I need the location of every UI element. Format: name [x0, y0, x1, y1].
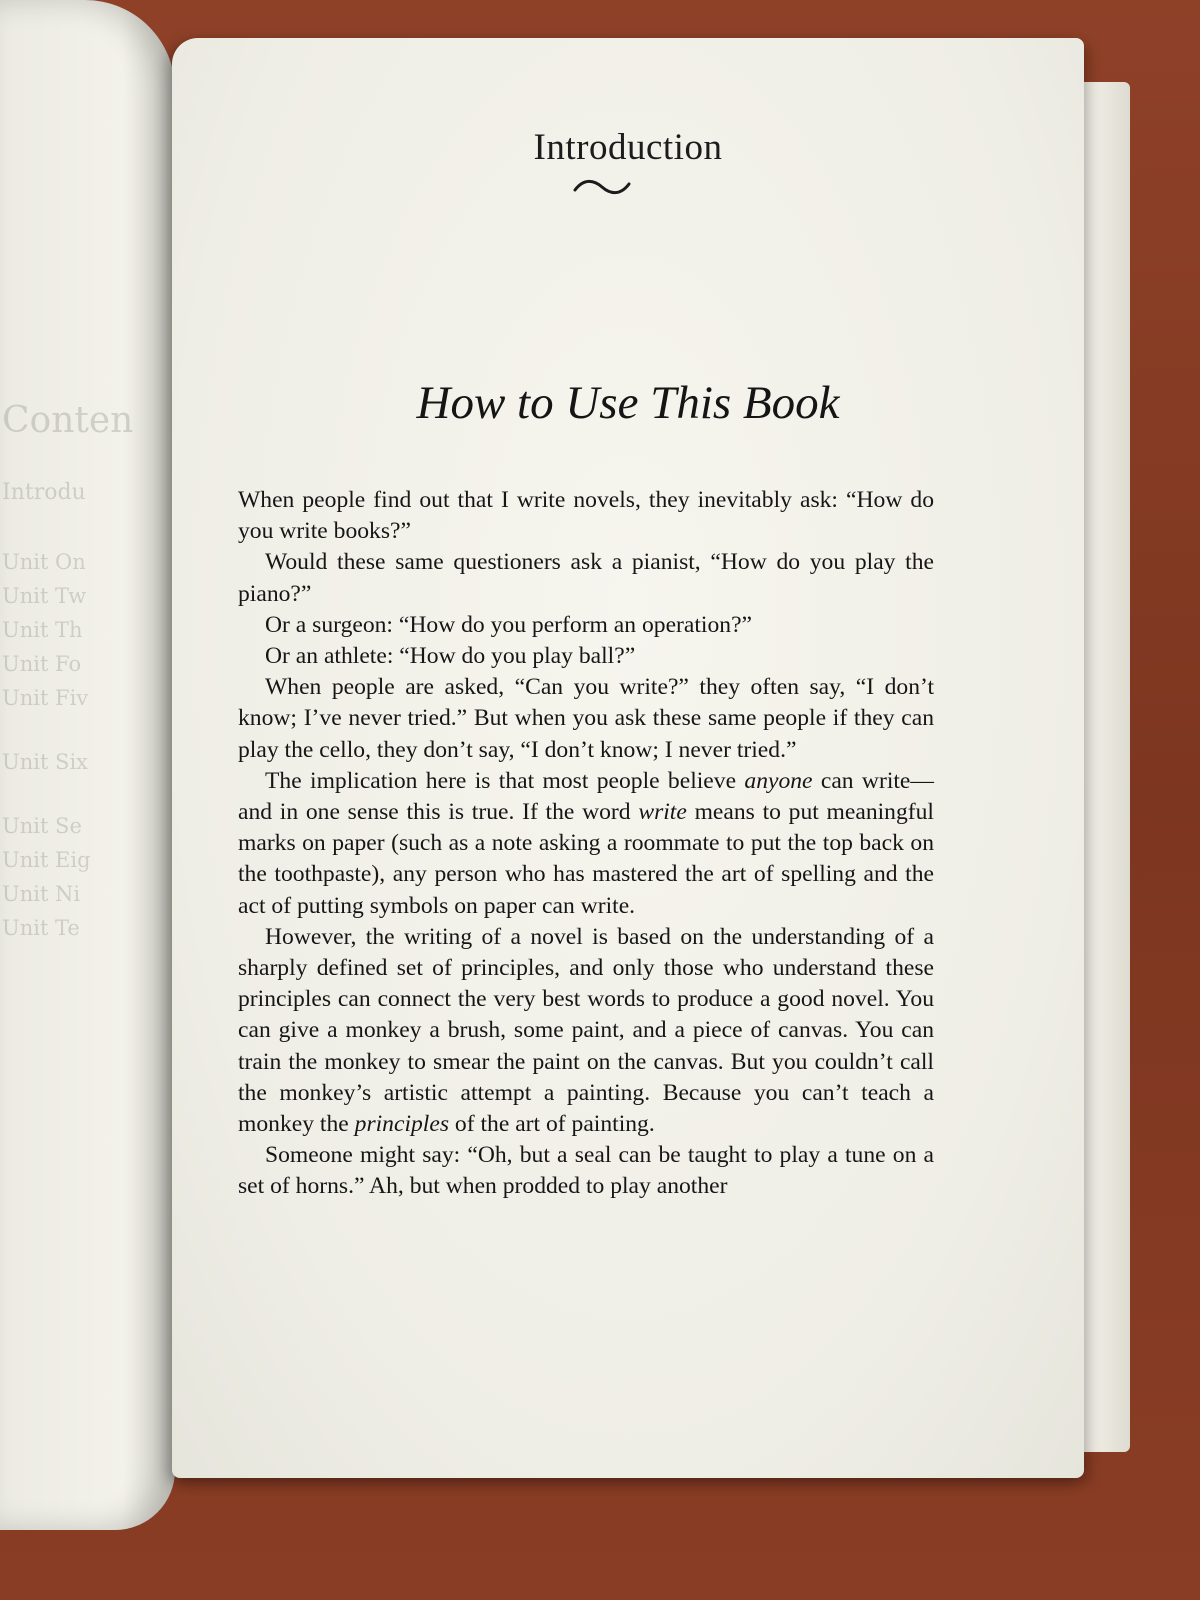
contents-item: Unit Fo — [2, 652, 82, 676]
contents-item: Unit Tw — [2, 584, 87, 608]
paragraph: When people find out that I write novels, they inevitably ask: “How do you write books?” — [238, 487, 934, 545]
left-page — [0, 0, 175, 1530]
text-run: However, the writing of a novel is based on the understanding of a sharply defined set of principles, and only those who understand these principles can connect the very best words to produce a good novel. You can give a monkey a brush, some paint, and a piece of canvas. You can train the monkey to smear the paint on the canvas. But you couldn’t call the monkey’s artistic attempt a painting. Because you can’t teach a monkey the — [238, 923, 934, 1138]
paragraph — [238, 766, 934, 922]
paragraph — [238, 922, 934, 1140]
swash-ornament — [572, 176, 632, 198]
text-run: of the art of painting. — [449, 1111, 655, 1138]
contents-item: Unit Fiv — [2, 686, 89, 710]
contents-item: Unit Se — [2, 814, 82, 838]
paragraph: Or an athlete: “How do you play ball?” — [265, 643, 636, 670]
contents-item: Unit Te — [2, 916, 80, 940]
paragraph: Would these same questioners ask a pianist, “How do you play the piano?” — [238, 549, 934, 607]
right-page — [172, 38, 1084, 1478]
running-head: Introduction — [533, 127, 723, 168]
left-page-intro: Introdu — [2, 480, 86, 505]
contents-item: Unit Ni — [2, 882, 81, 906]
contents-item: Unit On — [2, 550, 86, 574]
contents-item: Unit Th — [2, 618, 83, 642]
paragraph: Someone might say: “Oh, but a seal can be taught to play a tune on a set of horns.” Ah, but when prodded to play another — [238, 1142, 934, 1200]
text-run: means to put meaningful marks on paper (such as a note asking a roommate to put the top back on the toothpaste), any person who has mastered the art of spelling and the act of putting symbols on paper can write. — [238, 799, 934, 919]
emphasis-principles: principles — [354, 1111, 450, 1138]
chapter-title: How to Use This Book — [416, 377, 840, 429]
text-run: The implication here is that most people believe — [265, 767, 745, 794]
body-text — [238, 485, 934, 1203]
emphasis-anyone: anyone — [744, 767, 813, 794]
text-run: can write—and in one sense this is true. If the word — [238, 767, 934, 826]
paragraph: When people are asked, “Can you write?” they often say, “I don’t know; I’ve never tried.” But when you ask these same people if they can play the cello, they don’t say, “I don’t know; I never tried.” — [238, 674, 934, 763]
contents-item: Unit Eig — [2, 848, 91, 872]
emphasis-write: write — [638, 799, 687, 826]
left-page-title: Conten — [2, 400, 134, 441]
paragraph: Or a surgeon: “How do you perform an operation?” — [265, 611, 753, 638]
left-page-contents — [2, 545, 91, 945]
contents-item: Unit Six — [2, 750, 88, 774]
